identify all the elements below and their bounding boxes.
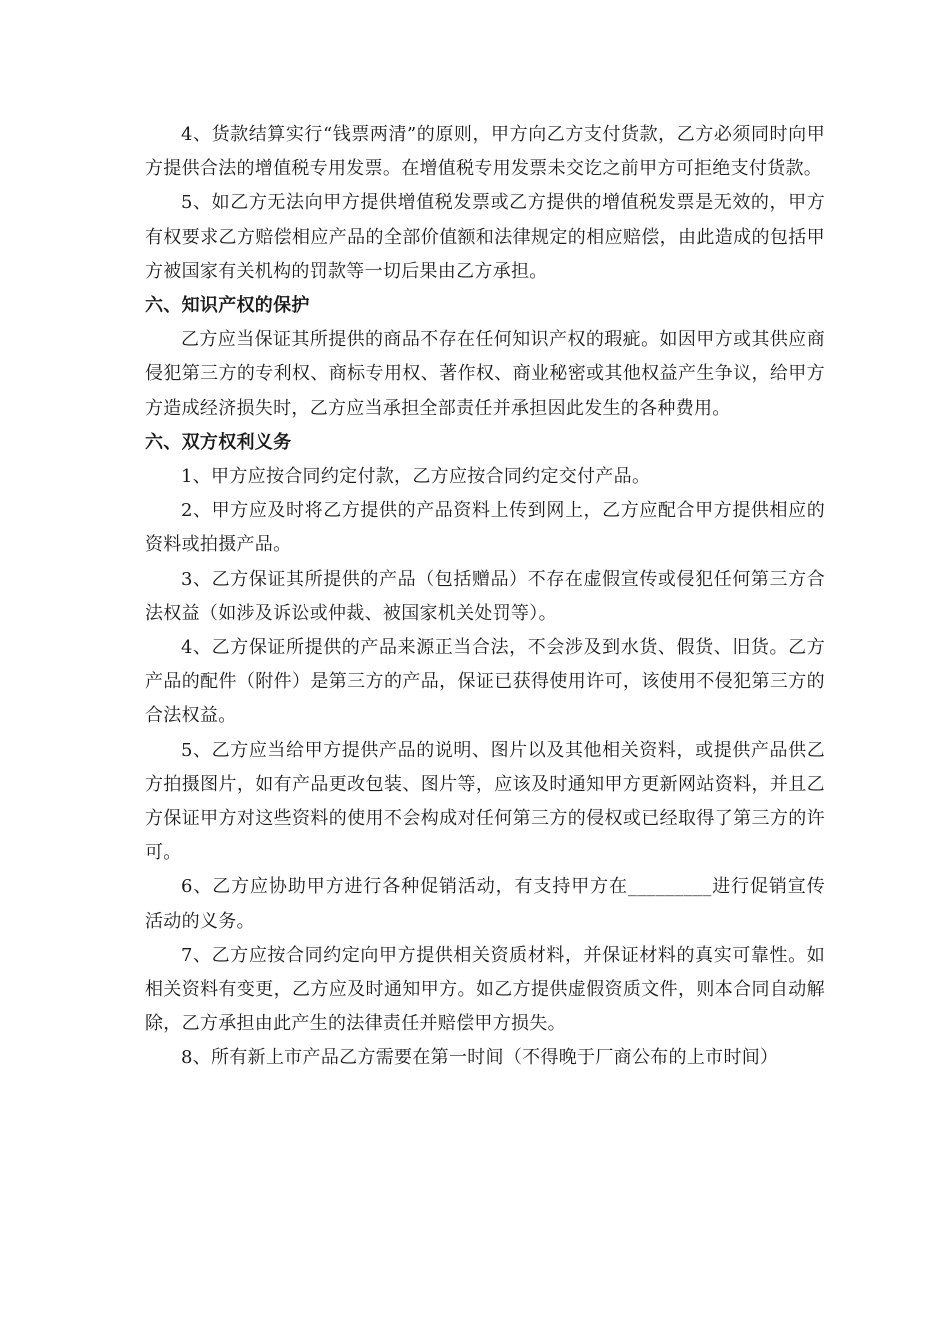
paragraph-clause-8: 8、所有新上市产品乙方需要在第一时间（不得晚于厂商公布的上市时间） [181, 1047, 779, 1069]
paragraph-clause-6: 6、乙方应协助甲方进行各种促销活动，有支持甲方在_________进行促销宣传活动的义务。 [145, 876, 825, 932]
section-heading-rights-obligations: 六、双方权利义务 [145, 431, 292, 453]
paragraph-clause-3: 3、乙方保证其所提供的产品（包括赠品）不存在虚假宣传或侵犯任何第三方合法权益（如涉及诉讼或仲裁、被国家机关处罚等）。 [145, 568, 825, 624]
paragraph-clause-2: 2、甲方应及时将乙方提供的产品资料上传到网上，乙方应配合甲方提供相应的资料或拍摄产品。 [145, 500, 825, 556]
paragraph-clause-5: 5、乙方应当给甲方提供产品的说明、图片以及其他相关资料，或提供产品供乙方拍摄图片，如有产品更改包装、图片等，应该及时通知甲方更新网站资料，并且乙方保证甲方对这些资料的使用不会构成对任何第三方的侵权或已经取得了第三方的许可。 [145, 739, 825, 864]
paragraph-clause-4: 4、乙方保证所提供的产品来源正当合法，不会涉及到水货、假货、旧货。乙方产品的配件（附件）是第三方的产品，保证已获得使用许可，该使用不侵犯第三方的合法权益。 [145, 637, 825, 727]
paragraph-clause-1: 1、甲方应按合同约定付款，乙方应按合同约定交付产品。 [181, 466, 651, 488]
paragraph-ip-warranty: 乙方应当保证其所提供的商品不存在任何知识产权的瑕疵。如因甲方或其供应商侵犯第三方的专利权、商标专用权、著作权、商业秘密或其他权益产生争议，给甲方方造成经济损失时，乙方应当承担全部责任并承担因此发生的各种费用。 [145, 329, 825, 419]
section-heading-ip-protection: 六、知识产权的保护 [145, 295, 310, 317]
paragraph-clause-7: 7、乙方应按合同约定向甲方提供相关资质材料，并保证材料的真实可靠性。如相关资料有变更，乙方应及时通知甲方。如乙方提供虚假资质文件，则本合同自动解除，乙方承担由此产生的法律责任并赔偿甲方损失。 [145, 944, 825, 1035]
paragraph-invoice-liability: 5、如乙方无法向甲方提供增值税发票或乙方提供的增值税发票是无效的，甲方有权要求乙方赔偿相应产品的全部价值额和法律规定的相应赔偿，由此造成的包括甲方被国家有关机构的罚款等一切后果由乙方承担。 [145, 192, 825, 282]
paragraph-payment-settlement: 4、货款结算实行“钱票两清”的原则，甲方向乙方支付货款，乙方必须同时向甲方提供合法的增值税专用发票。在增值税专用发票未交讫之前甲方可拒绝支付货款。 [145, 124, 825, 180]
document-body [145, 118, 825, 1076]
